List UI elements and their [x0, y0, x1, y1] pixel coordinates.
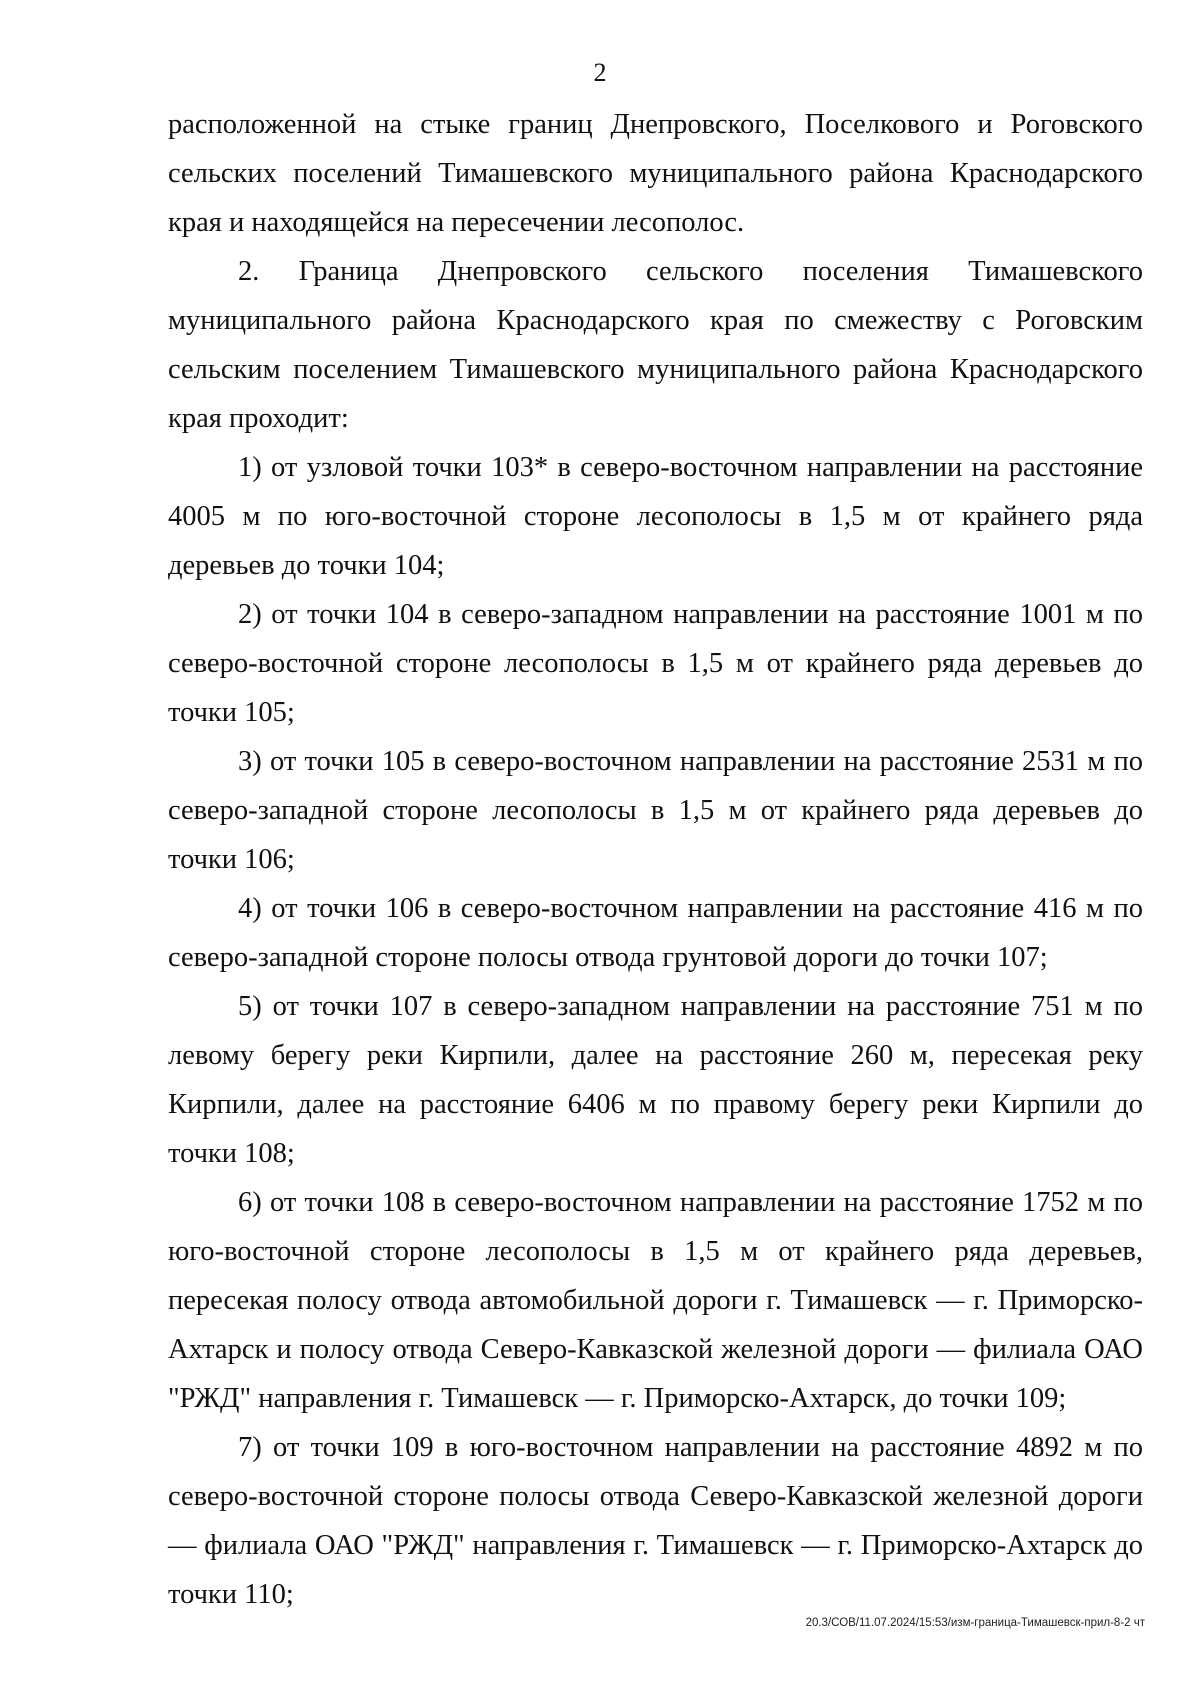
- paragraph-item-4: 4) от точки 106 в северо-восточном направлении на расстояние 416 м по северо-западной стороне полосы отвода грунтовой дороги до точки 107;: [168, 893, 1143, 973]
- paragraph-item-2: 2) от точки 104 в северо-западном направлении на расстояние 1001 м по северо-восточной стороне лесополосы в 1,5 м от крайнего ряда деревьев до точки 105;: [168, 599, 1143, 728]
- footer-document-code: 20.3/СОВ/11.07.2024/15:53/изм-граница-Тимашевск-прил-8-2 чт: [805, 1617, 1145, 1629]
- paragraph-boundary-intro: 2. Граница Днепровского сельского поселения Тимашевского муниципального района Краснодарского края по смежеству с Роговским сельским поселением Тимашевского муниципального района Краснодарского края проходит:: [168, 256, 1143, 434]
- paragraph-item-5: 5) от точки 107 в северо-западном направлении на расстояние 751 м по левому берегу реки Кирпили, далее на расстояние 260 м, пересекая реку Кирпили, далее на расстояние 6406 м по правому берегу реки Кирпили до точки 108;: [168, 991, 1143, 1169]
- paragraph-item-1: 1) от узловой точки 103* в северо-восточном направлении на расстояние 4005 м по юго-восточной стороне лесополосы в 1,5 м от крайнего ряда деревьев до точки 104;: [168, 452, 1143, 581]
- paragraph-item-3: 3) от точки 105 в северо-восточном направлении на расстояние 2531 м по северо-западной стороне лесополосы в 1,5 м от крайнего ряда деревьев до точки 106;: [168, 746, 1143, 875]
- paragraph-item-6: 6) от точки 108 в северо-восточном направлении на расстояние 1752 м по юго-восточной стороне лесополосы в 1,5 м от крайнего ряда деревьев, пересекая полосу отвода автомобильной дороги г. Тимашевск — г. Приморско-Ахтарск и полосу отвода Северо-Кавказской железной дороги — филиала ОАО "РЖД" направления г. Тимашевск — г. Приморско-Ахтарск, до точки 109;: [168, 1187, 1143, 1414]
- paragraph-item-7: 7) от точки 109 в юго-восточном направлении на расстояние 4892 м по северо-восточной стороне полосы отвода Северо-Кавказской железной дороги — филиала ОАО "РЖД" направления г. Тимашевск — г. Приморско-Ахтарск до точки 110;: [168, 1432, 1143, 1610]
- page-number: 2: [593, 58, 607, 87]
- document-body: [168, 100, 1143, 1619]
- paragraph-continuation: расположенной на стыке границ Днепровского, Поселкового и Роговского сельских поселений Тимашевского муниципального района Краснодарского края и находящейся на пересечении лесополос.: [168, 109, 1143, 238]
